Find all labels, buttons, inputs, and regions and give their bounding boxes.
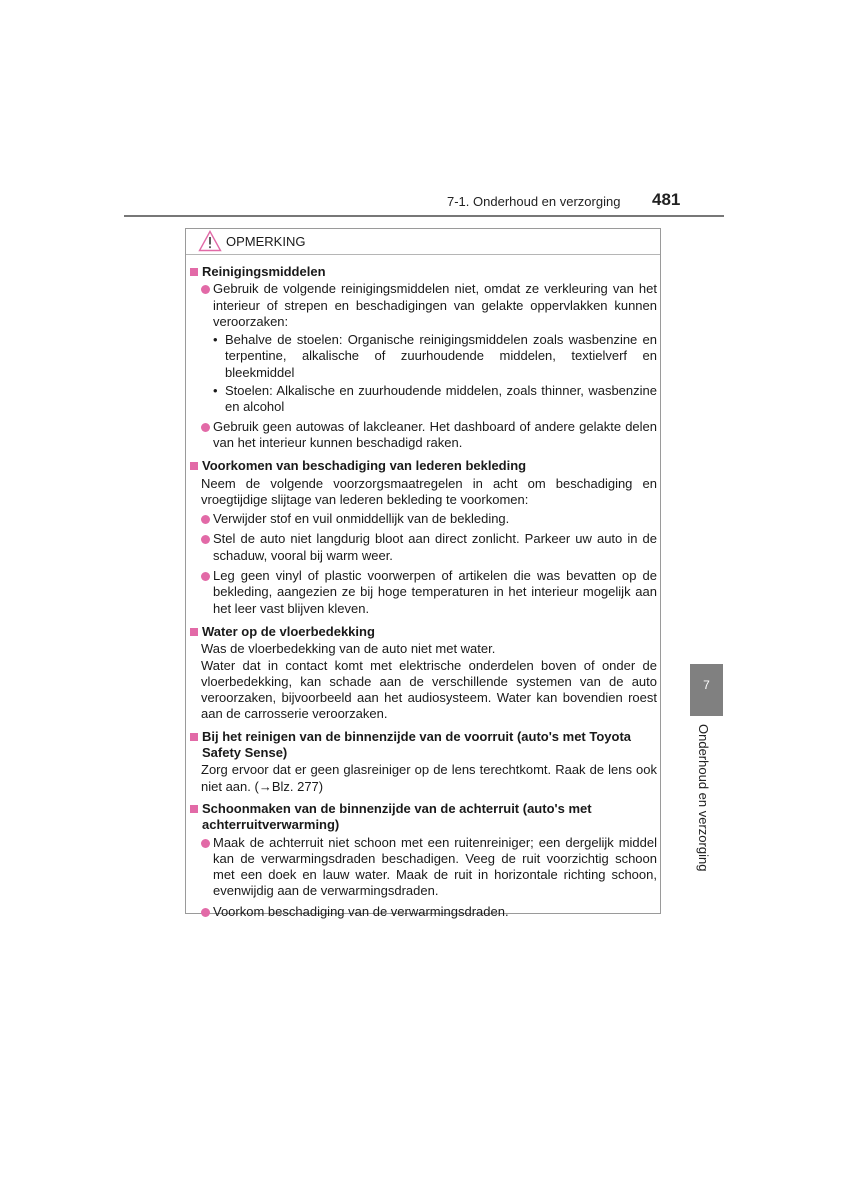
square-bullet-icon [190,805,198,813]
list-item-text: Stel de auto niet langdurig bloot aan direct zonlicht. Parkeer uw auto in de schaduw, vooral bij warm weer. [213,531,657,563]
circle-bullet-icon [201,515,210,524]
list-item [190,531,657,564]
section-text: Was de vloerbedekking van de auto niet met water. [201,641,496,657]
list-item [190,511,657,527]
notice-content [190,264,657,921]
square-bullet-icon [190,733,198,741]
section-title-text: Bij het reinigen van de binnenzijde van de voorruit (auto's met Toyota Safety Sense) [202,728,632,761]
section-leather-protection [190,458,657,617]
section-title [190,264,657,280]
circle-bullet-icon [201,908,210,917]
list-item-text: Verwijder stof en vuil onmiddellijk van de bekleding. [213,511,510,527]
section-title [190,729,657,762]
section-title-text: Schoonmaken van de binnenzijde van de achterruit (auto's met achterruitverwarming) [202,800,592,833]
section-title [190,624,657,640]
section-text: Water dat in contact komt met elektrische onderdelen boven of onder de vloerbedekking, kan schade aan de verschillende systemen van de auto veroorzaken, bijvoorbeeld aan het audiosysteem. Water kan bovendien roest aan de carrosserie veroorzaken. [201,657,657,722]
dot-bullet-icon: • [213,383,218,399]
list-item [190,904,657,920]
sub-list-item-text: Behalve de stoelen: Organische reinigingsmiddelen zoals wasbenzine en terpentine, alkalische of zuurhoudende middelen, textielverf en bleekmiddel [225,332,657,380]
section-title-text: Voorkomen van beschadiging van lederen bekleding [202,458,527,474]
section-windshield [190,729,657,795]
circle-bullet-icon [201,572,210,581]
circle-bullet-icon [201,839,210,848]
square-bullet-icon [190,628,198,636]
list-item-text: Maak de achterruit niet schoon met een ruitenreiniger; een dergelijk middel kan de verwarmingsdraden beschadigen. Veeg de ruit voorzichtig schoon met een doek en lauw water. Maak de ruit in horizontale richting schoon, evenwijdig aan de verwarmingsdraden. [213,834,657,899]
square-bullet-icon [190,268,198,276]
notice-label: OPMERKING [226,233,306,249]
sub-list-item-text: Stoelen: Alkalische en zuurhoudende middelen, zoals thinner, wasbenzine en alcohol [225,383,657,415]
section-title-text: Reinigingsmiddelen [202,264,326,279]
circle-bullet-icon [201,285,210,294]
circle-bullet-icon [201,535,210,544]
notice-header-divider [186,254,660,255]
section-title [190,801,657,834]
chapter-number: 7 [703,678,710,692]
section-cleaning-agents [190,264,657,451]
section-water-floor [190,624,657,723]
header-divider [124,215,724,217]
list-item [190,568,657,617]
chapter-side-label: Onderhoud en verzorging [696,724,711,872]
list-item [190,419,657,452]
dot-bullet-icon: • [213,332,218,348]
section-intro: Neem de volgende voorzorgsmaatregelen in acht om beschadiging en vroegtijdige slijtage van lederen bekleding te voorkomen: [201,475,657,507]
square-bullet-icon [190,462,198,470]
sub-list-item [190,332,657,381]
sub-list-item [190,383,657,416]
section-rear-window [190,801,657,920]
list-item [190,835,657,900]
list-item-text: Leg geen vinyl of plastic voorwerpen of artikelen die was bevatten op de bekleding, aangezien ze bij hoge temperaturen in het interieur mogelijk aan het leer vast blijven kleven. [213,568,657,616]
header-section-title: 7-1. Onderhoud en verzorging [447,194,621,209]
circle-bullet-icon [201,423,210,432]
list-item-text: Gebruik de volgende reinigingsmiddelen niet, omdat ze verkleuring van het interieur of strepen en beschadigingen van gelakte oppervlakken kunnen veroorzaken: [213,281,657,329]
chapter-tab [690,664,723,716]
page-number: 481 [652,190,681,209]
section-title-text: Water op de vloerbedekking [202,623,375,639]
section-text: Zorg ervoor dat er geen glasreiniger op de lens terechtkomt. Raak de lens ook niet aan. (→Blz. 277) [201,762,657,794]
notice-header [198,230,660,252]
warning-triangle-icon [198,230,222,252]
list-item-text: Gebruik geen autowas of lakcleaner. Het dashboard of andere gelakte delen van het interieur kunnen beschadigd raken. [213,418,657,450]
list-item [190,281,657,330]
section-title [190,458,657,474]
list-item-text: Voorkom beschadiging van de verwarmingsdraden. [213,903,509,919]
